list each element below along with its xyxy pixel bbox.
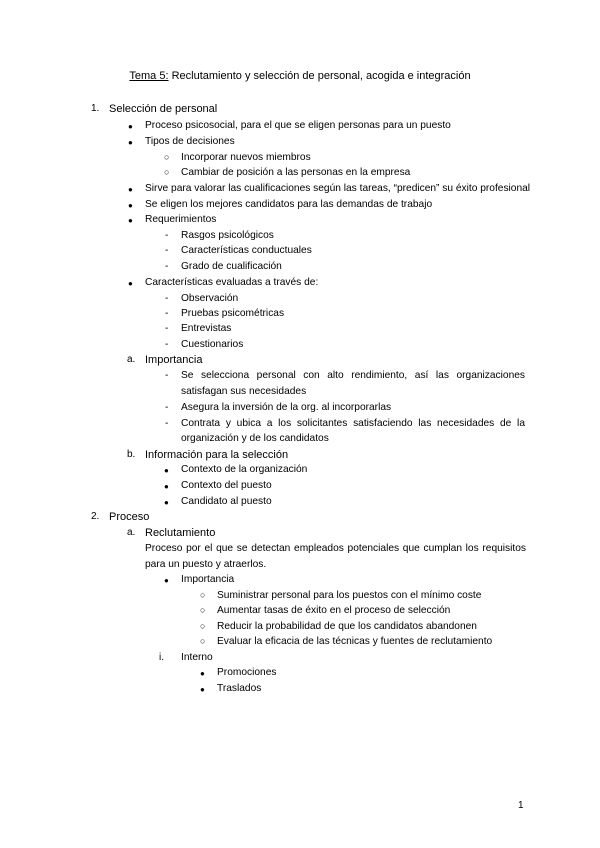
bullet-marker: ● xyxy=(128,138,133,147)
list-item: Contrata y ubica a los solicitantes satisfaciendo las necesidades de la xyxy=(181,418,525,429)
list-item: Sirve para valorar las cualificaciones según las tareas, “predicen” su éxito profesional xyxy=(145,183,531,194)
bullet-marker: ● xyxy=(164,498,169,507)
page-number: 1 xyxy=(518,800,524,811)
list-item: Incorporar nuevos miembros xyxy=(181,152,311,163)
title-text: Reclutamiento y selección de personal, acogida e integración xyxy=(168,70,471,82)
list-item-continuation: satisfagan sus necesidades xyxy=(181,386,307,397)
list-item: Entrevistas xyxy=(181,323,232,334)
dash-marker: - xyxy=(165,261,169,272)
bullet-marker: ● xyxy=(164,482,169,491)
list-item: Cambiar de posición a las personas en la empresa xyxy=(181,167,411,178)
list-item-continuation: organización y de los candidatos xyxy=(181,433,329,444)
list-item: Aumentar tasas de éxito en el proceso de selección xyxy=(217,605,451,616)
circle-marker: ○ xyxy=(200,605,206,615)
title-prefix: Tema 5: xyxy=(129,70,169,82)
section-number: 1. xyxy=(91,103,100,114)
dash-marker: - xyxy=(165,339,169,350)
page-title xyxy=(0,69,600,83)
list-item: Contexto del puesto xyxy=(181,480,272,491)
list-item: Suministrar personal para los puestos con el mínimo coste xyxy=(217,590,482,601)
list-item: Pruebas psicométricas xyxy=(181,308,285,319)
paragraph-line: para un puesto y atraerlos. xyxy=(145,559,267,570)
list-item: Requerimientos xyxy=(145,214,217,225)
bullet-marker: ● xyxy=(128,279,133,288)
list-item: Reducir la probabilidad de que los candidatos abandonen xyxy=(217,621,477,632)
bullet-marker: ● xyxy=(200,685,205,694)
circle-marker: ○ xyxy=(164,152,170,162)
subsection-heading: Reclutamiento xyxy=(145,527,216,539)
bullet-marker: ● xyxy=(128,185,133,194)
dash-marker: - xyxy=(165,308,169,319)
dash-marker: - xyxy=(165,418,169,429)
subsection-heading: Importancia xyxy=(145,354,203,366)
list-item: Promociones xyxy=(217,667,277,678)
dash-marker: - xyxy=(165,293,169,304)
dash-marker: - xyxy=(165,402,169,413)
list-item: Traslados xyxy=(217,683,262,694)
subsection-label: b. xyxy=(127,449,136,460)
list-item: Rasgos psicológicos xyxy=(181,230,274,241)
list-item: Se eligen los mejores candidatos para las demandas de trabajo xyxy=(145,199,433,210)
list-item: Observación xyxy=(181,293,239,304)
roman-label: i. xyxy=(159,652,164,663)
list-item: Proceso psicosocial, para el que se eligen personas para un puesto xyxy=(145,120,451,131)
paragraph-line: Proceso por el que se detectan empleados potenciales que cumplan los requisitos xyxy=(145,543,526,554)
circle-marker: ○ xyxy=(200,621,206,631)
bullet-marker: ● xyxy=(164,466,169,475)
list-item: Contexto de la organización xyxy=(181,464,308,475)
subsection-heading: Interno xyxy=(181,652,213,663)
bullet-marker: ● xyxy=(164,576,169,585)
list-item: Se selecciona personal con alto rendimiento, así las organizaciones xyxy=(181,370,525,381)
section-number: 2. xyxy=(91,511,100,522)
dash-marker: - xyxy=(165,245,169,256)
bullet-marker: ● xyxy=(128,216,133,225)
circle-marker: ○ xyxy=(200,590,206,600)
bullet-marker: ● xyxy=(128,122,133,131)
list-item: Características evaluadas a través de: xyxy=(145,277,319,288)
section-heading: Proceso xyxy=(109,511,150,523)
list-item: Cuestionarios xyxy=(181,339,244,350)
circle-marker: ○ xyxy=(200,636,206,646)
subsection-label: a. xyxy=(127,354,136,365)
circle-marker: ○ xyxy=(164,167,170,177)
dash-marker: - xyxy=(165,370,169,381)
list-item: Grado de cualificación xyxy=(181,261,282,272)
list-item: Importancia xyxy=(181,574,235,585)
bullet-marker: ● xyxy=(128,201,133,210)
subsection-label: a. xyxy=(127,527,136,538)
subsection-heading: Información para la selección xyxy=(145,449,289,461)
dash-marker: - xyxy=(165,230,169,241)
list-item: Candidato al puesto xyxy=(181,496,272,507)
dash-marker: - xyxy=(165,323,169,334)
list-item: Características conductuales xyxy=(181,245,312,256)
section-heading: Selección de personal xyxy=(109,103,218,115)
list-item: Evaluar la eficacia de las técnicas y fuentes de reclutamiento xyxy=(217,636,493,647)
list-item: Asegura la inversión de la org. al incorporarlas xyxy=(181,402,392,413)
list-item: Tipos de decisiones xyxy=(145,136,235,147)
bullet-marker: ● xyxy=(200,669,205,678)
